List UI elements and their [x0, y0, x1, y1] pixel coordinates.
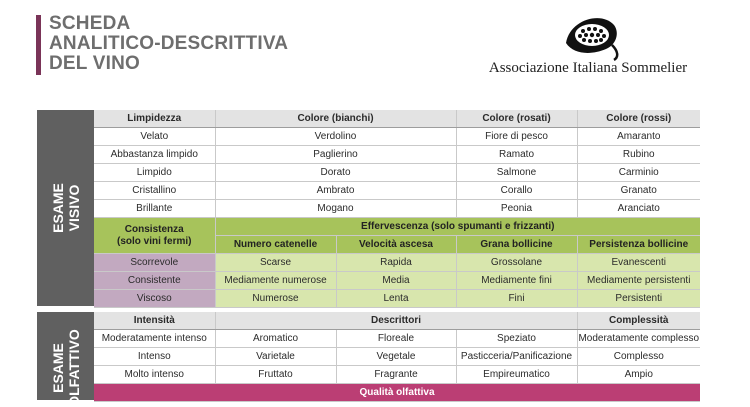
table-cell: Moderatamente complesso	[577, 330, 700, 348]
col-header: Descrittori	[215, 312, 577, 330]
col-header: Numero catenelle	[215, 236, 336, 254]
table-cell: Scarse	[215, 254, 336, 272]
table-cell: Molto intenso	[94, 366, 215, 384]
table-cell: Consistente	[94, 272, 215, 290]
table-cell: Ambrato	[215, 182, 456, 200]
table-cell: Limpido	[94, 164, 215, 182]
side-label-olfattivo-line-1: ESAME	[49, 343, 66, 394]
table-cell: Empireumatico	[456, 366, 577, 384]
table-cell: Paglierino	[215, 146, 456, 164]
table-cell: Floreale	[336, 330, 456, 348]
consistenza-header	[94, 218, 215, 254]
side-label-visivo-line-1: ESAME	[49, 183, 66, 233]
table-cell: Velato	[94, 128, 215, 146]
col-header: Velocità ascesa	[336, 236, 456, 254]
col-header: Intensità	[94, 312, 215, 330]
qualita-row	[94, 384, 700, 402]
table-cell: Dorato	[215, 164, 456, 182]
side-label-olfattivo-line-2: OLFATTIVO	[65, 329, 82, 407]
table-cell: Corallo	[456, 182, 577, 200]
table-cell: Fragrante	[336, 366, 456, 384]
table-row	[94, 200, 700, 218]
visivo-header-row	[94, 110, 700, 128]
table-cell: Evanescenti	[577, 254, 700, 272]
table-row	[94, 128, 700, 146]
table-cell: Rubino	[577, 146, 700, 164]
table-cell: Speziato	[456, 330, 577, 348]
side-label-olfattivo	[37, 312, 94, 407]
table-cell: Intenso	[94, 348, 215, 366]
table-cell: Rapida	[336, 254, 456, 272]
table-row	[94, 272, 700, 290]
consistenza-header-line-2: (solo vini fermi)	[117, 235, 192, 247]
table-cell: Granato	[577, 182, 700, 200]
table-cell: Verdolino	[215, 128, 456, 146]
page-title	[49, 14, 288, 74]
table-cell: Fini	[456, 290, 577, 308]
title-line-2: ANALITICO-DESCRITTIVA	[49, 33, 289, 54]
table-row	[94, 182, 700, 200]
effervescenza-header: Effervescenza (solo spumanti e frizzanti)	[215, 218, 700, 236]
col-header: Colore (bianchi)	[215, 110, 456, 128]
table-cell: Cristallino	[94, 182, 215, 200]
col-header: Complessità	[577, 312, 700, 330]
side-label-visivo	[37, 110, 94, 306]
table-cell: Mediamente persistenti	[577, 272, 700, 290]
table-cell: Mediamente fini	[456, 272, 577, 290]
table-cell: Fiore di pesco	[456, 128, 577, 146]
table-cell: Brillante	[94, 200, 215, 218]
table-row	[94, 330, 700, 348]
olfattivo-table	[94, 312, 700, 402]
table-cell: Mogano	[215, 200, 456, 218]
col-header: Persistenza bollicine	[577, 236, 700, 254]
table-cell: Grossolane	[456, 254, 577, 272]
visivo-table	[94, 110, 700, 308]
col-header: Colore (rossi)	[577, 110, 700, 128]
table-cell: Complesso	[577, 348, 700, 366]
title-accent-bar	[36, 15, 41, 75]
table-cell: Ramato	[456, 146, 577, 164]
table-cell: Carminio	[577, 164, 700, 182]
table-cell: Mediamente numerose	[215, 272, 336, 290]
table-row	[94, 348, 700, 366]
table-cell: Moderatamente intenso	[94, 330, 215, 348]
table-cell: Scorrevole	[94, 254, 215, 272]
table-row	[94, 254, 700, 272]
col-header: Colore (rosati)	[456, 110, 577, 128]
qualita-olfattiva-header: Qualità olfattiva	[94, 384, 700, 402]
effervescenza-header-row	[94, 218, 700, 236]
table-cell: Persistenti	[577, 290, 700, 308]
table-row	[94, 366, 700, 384]
sommelier-tastevin-logo-icon	[562, 11, 620, 61]
title-line-3: DEL VINO	[49, 53, 140, 74]
table-cell: Abbastanza limpido	[94, 146, 215, 164]
table-cell: Varietale	[215, 348, 336, 366]
table-cell: Fruttato	[215, 366, 336, 384]
table-cell: Amaranto	[577, 128, 700, 146]
col-header: Grana bollicine	[456, 236, 577, 254]
col-header: Limpidezza	[94, 110, 215, 128]
table-cell: Pasticceria/Panificazione	[456, 348, 577, 366]
table-cell: Viscoso	[94, 290, 215, 308]
table-cell: Aromatico	[215, 330, 336, 348]
side-label-visivo-line-2: VISIVO	[65, 184, 82, 232]
org-name: Associazione Italiana Sommelier	[488, 60, 688, 76]
title-line-1: SCHEDA	[49, 13, 131, 34]
table-cell: Peonia	[456, 200, 577, 218]
table-cell: Salmone	[456, 164, 577, 182]
table-cell: Media	[336, 272, 456, 290]
table-cell: Vegetale	[336, 348, 456, 366]
consistenza-header-line-1: Consistenza	[124, 223, 184, 235]
table-cell: Ampio	[577, 366, 700, 384]
table-cell: Lenta	[336, 290, 456, 308]
table-row	[94, 146, 700, 164]
table-cell: Numerose	[215, 290, 336, 308]
table-row	[94, 164, 700, 182]
table-cell: Aranciato	[577, 200, 700, 218]
table-row	[94, 290, 700, 308]
olfattivo-header-row	[94, 312, 700, 330]
